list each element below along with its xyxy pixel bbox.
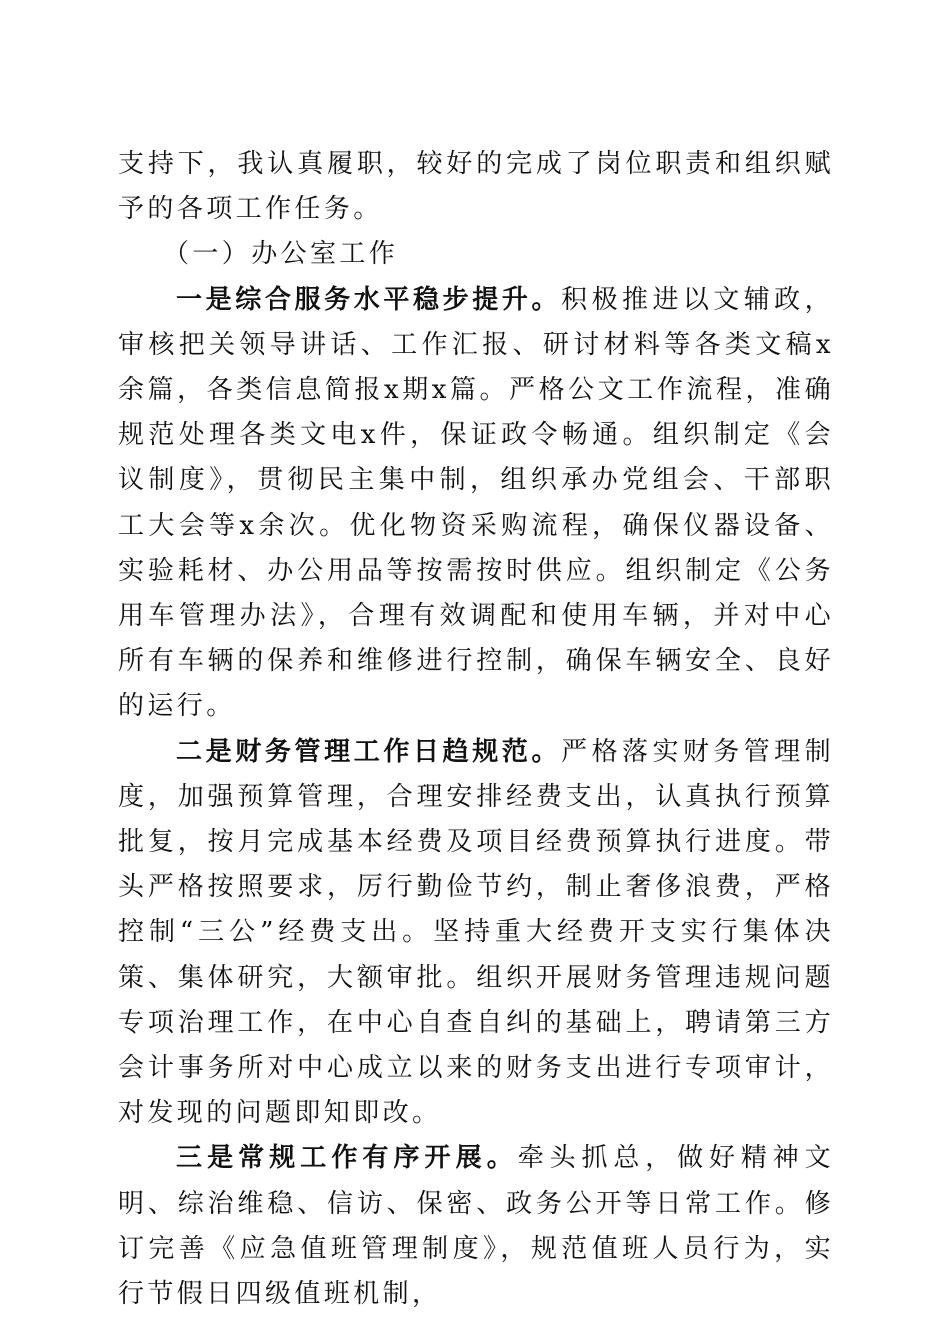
paragraph-1-body: 积极推进以文辅政，审核把关领导讲话、工作汇报、研讨材料等各类文稿x余篇，各类信息简报x期x篇。严格公文工作流程，准确规范处理各类文电x件，保证政令畅通。组织制定《会议制度》，贯彻民主集中制，组织承办党组会、干部职工大会等x余次。优化物资采购流程，确保仪器设备、实验耗材、办公用品等按需按时供应。组织制定《公务用车管理办法》，合理有效调配和使用车辆，并对中心所有车辆的保养和维修进行控制，确保车辆安全、良好的运行。	[118, 284, 834, 722]
paragraph-3-lead: 三是常规工作有序开展。	[176, 1143, 518, 1174]
paragraph-1-lead: 一是综合服务水平稳步提升。	[176, 284, 562, 315]
paragraph-2	[118, 730, 834, 1137]
intro-paragraph: 支持下，我认真履职，较好的完成了岗位职责和组织赋予的各项工作任务。	[118, 149, 834, 225]
paragraph-1	[118, 278, 834, 730]
paragraph-3-body: 牵头抓总，做好精神文明、综治维稳、信访、保密、政务公开等日常工作。修订完善《应急值班管理制度》，规范值班人员行为，实行节假日四级值班机制，	[118, 1143, 834, 1310]
paragraph-2-lead: 二是财务管理工作日趋规范。	[176, 736, 562, 767]
paragraph-3	[118, 1136, 834, 1317]
paragraph-2-body: 严格落实财务管理制度，加强预算管理，合理安排经费支出，认真执行预算批复，按月完成基本经费及项目经费预算执行进度。带头严格按照要求，厉行勤俭节约，制止奢侈浪费，严格控制“三公”经费支出。坚持重大经费开支实行集体决策、集体研究，大额审批。组织开展财务管理违规问题专项治理工作，在中心自查自纠的基础上，聘请第三方会计事务所对中心成立以来的财务支出进行专项审计，对发现的问题即知即改。	[118, 736, 834, 1129]
document-body	[118, 142, 834, 1317]
section-heading: （一）办公室工作	[163, 239, 399, 270]
